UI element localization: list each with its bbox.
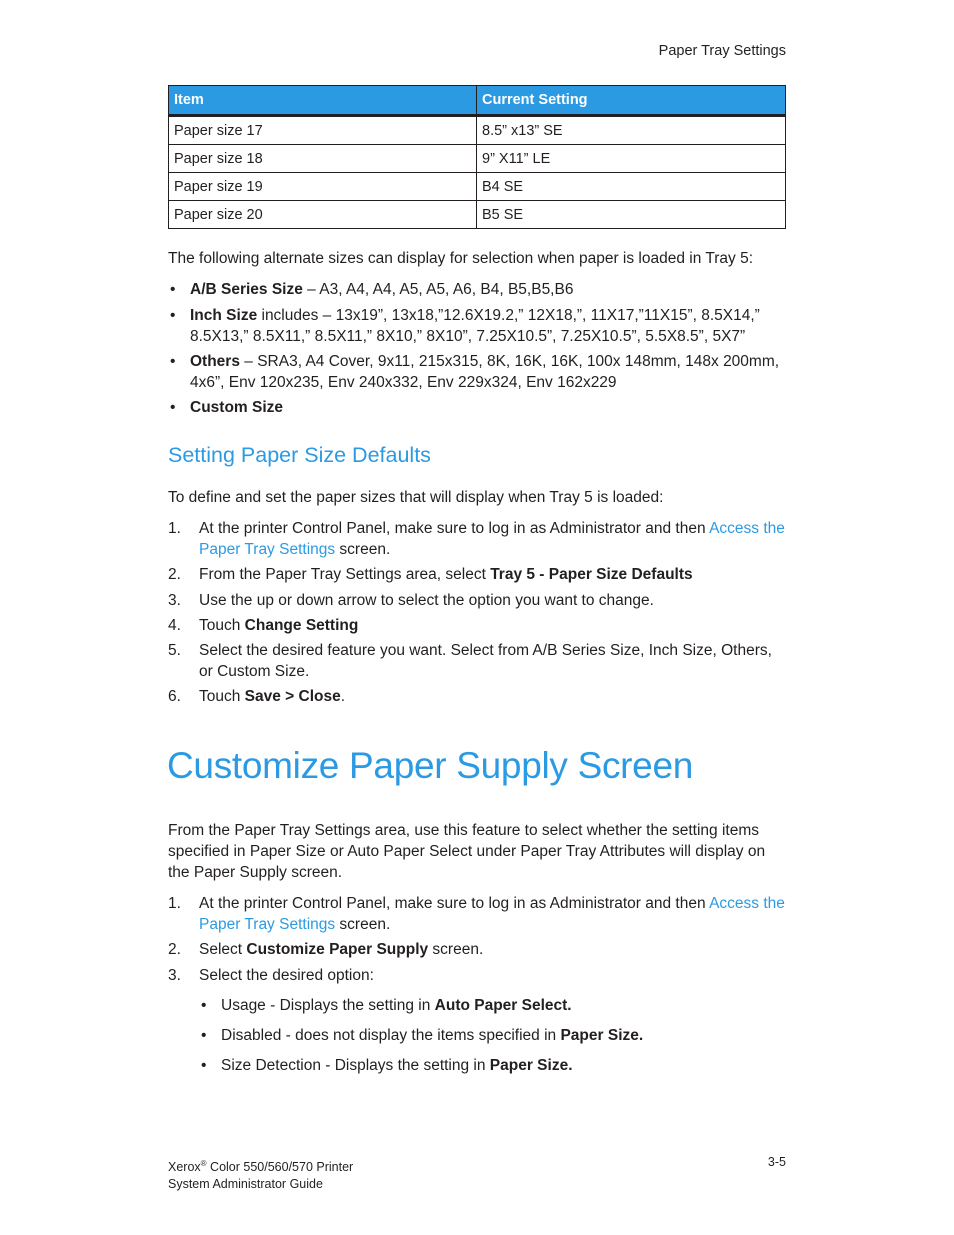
access-paper-tray-settings-link[interactable]: Access the Paper Tray Settings (199, 520, 785, 558)
list-item-label: A/B Series Size (190, 281, 303, 298)
step-item (168, 686, 788, 707)
table-cell-setting: 8.5” x13” SE (477, 116, 786, 145)
access-paper-tray-settings-link[interactable]: Access the Paper Tray Settings (199, 895, 785, 933)
step-text-post: screen. (428, 941, 484, 958)
step-bold: Save > Close (244, 688, 341, 705)
customize-steps (168, 893, 788, 986)
step-item (168, 518, 788, 560)
option-bold: Paper Size. (560, 1027, 644, 1044)
step-number: 4. (168, 617, 181, 634)
table-row (169, 173, 786, 201)
step-number: 2. (168, 566, 181, 583)
table-cell-setting: B5 SE (477, 201, 786, 229)
customize-options (199, 995, 789, 1076)
customize-intro: From the Paper Tray Settings area, use this feature to select whether the setting items specified in Paper Size or Auto Paper Select under Paper Tray Attributes will display on the Paper Supply screen. (168, 822, 766, 881)
option-bold: Paper Size. (489, 1057, 573, 1074)
bullet-icon: • (170, 399, 176, 416)
footer-product-name: Color 550/560/570 Printer (206, 1160, 354, 1175)
step-item (168, 640, 788, 682)
paper-size-table (168, 85, 786, 229)
list-item-label: Inch Size (190, 307, 258, 324)
table-cell-item: Paper size 17 (169, 116, 477, 145)
list-item (199, 995, 789, 1016)
list-item (168, 397, 788, 418)
step-text: From the Paper Tray Settings area, select (199, 566, 491, 583)
footer-product-line (168, 1155, 353, 1176)
list-item-text: – SRA3, A4 Cover, 9x11, 215x315, 8K, 16K, 16K, 100x 148mm, 148x 200mm, 4x6”, Env 120x235, Env 240x332, Env 229x324, Env 162x229 (190, 353, 780, 391)
bullet-icon: • (201, 997, 207, 1014)
step-text: Touch (199, 617, 245, 634)
step-text: Touch (199, 688, 245, 705)
list-item (199, 1055, 789, 1076)
footer-product (168, 1155, 353, 1193)
step-item (168, 939, 788, 960)
running-header: Paper Tray Settings (658, 43, 786, 59)
table-cell-setting: B4 SE (477, 173, 786, 201)
step-number: 2. (168, 941, 181, 958)
bullet-icon: • (201, 1027, 207, 1044)
table-row (169, 116, 786, 145)
step-number: 3. (168, 592, 181, 609)
step-bold: Change Setting (244, 617, 359, 634)
column-header-item: Item (169, 86, 477, 116)
list-item (168, 279, 788, 300)
step-item (168, 893, 788, 935)
footer-guide: System Administrator Guide (168, 1177, 323, 1192)
list-item (168, 351, 788, 393)
option-text: Disabled - does not display the items specified in (221, 1027, 561, 1044)
footer-brand: Xerox (168, 1160, 201, 1175)
step-item (168, 590, 788, 611)
list-item-label: Custom Size (190, 399, 284, 416)
step-text-post: screen. (335, 541, 391, 558)
step-text: At the printer Control Panel, make sure to log in as Administrator and then (199, 520, 710, 537)
list-item-text: – A3, A4, A4, A5, A5, A6, B4, B5,B5,B6 (302, 281, 574, 298)
step-bold: Tray 5 - Paper Size Defaults (490, 566, 693, 583)
step-number: 6. (168, 688, 181, 705)
option-text: Usage - Displays the setting in (221, 997, 435, 1014)
step-text: Select (199, 941, 247, 958)
alt-sizes-list (168, 279, 788, 418)
step-text: Select the desired feature you want. Select from A/B Series Size, Inch Size, Others, or Custom Size. (199, 642, 772, 680)
step-text: Select the desired option: (199, 967, 374, 984)
option-bold: Auto Paper Select. (434, 997, 572, 1014)
step-text-post: . (340, 688, 346, 705)
step-item (168, 564, 788, 585)
table-cell-item: Paper size 20 (169, 201, 477, 229)
step-number: 1. (168, 520, 181, 537)
step-bold: Customize Paper Supply (246, 941, 429, 958)
step-text: At the printer Control Panel, make sure to log in as Administrator and then (199, 895, 710, 912)
bullet-icon: • (170, 281, 176, 298)
list-item-text: includes – 13x19”, 13x18,”12.6X19.2,” 12X18,”, 11X17,”11X15”, 8.5X14,” 8.5X13,” 8.5X11,” 8.5X11,” 8X10,” 8X10”, 7.25X10.5”, 7.25X10.5”, 5.5X8.5”, 5X7” (190, 307, 760, 345)
chapter-heading-customize: Customize Paper Supply Screen (167, 745, 694, 786)
bullet-icon: • (201, 1057, 207, 1074)
page-number: 3-5 (767, 1155, 786, 1169)
alt-sizes-intro: The following alternate sizes can display for selection when paper is loaded in Tray 5: (168, 250, 754, 267)
table-cell-item: Paper size 19 (169, 173, 477, 201)
defaults-intro: To define and set the paper sizes that will display when Tray 5 is loaded: (168, 489, 664, 506)
step-text: Use the up or down arrow to select the option you want to change. (199, 592, 654, 609)
table-cell-setting: 9” X11” LE (477, 145, 786, 173)
table-row (169, 145, 786, 173)
step-number: 5. (168, 642, 181, 659)
list-item-label: Others (190, 353, 240, 370)
registered-mark: ® (200, 1159, 207, 1168)
step-number: 3. (168, 967, 181, 984)
bullet-icon: • (170, 307, 176, 324)
list-item (199, 1025, 789, 1046)
bullet-icon: • (170, 353, 176, 370)
column-header-current-setting: Current Setting (477, 86, 786, 116)
defaults-steps (168, 518, 788, 707)
table-cell-item: Paper size 18 (169, 145, 477, 173)
step-item (168, 965, 788, 986)
list-item (168, 305, 788, 347)
table-header-row (169, 86, 786, 116)
section-heading-defaults: Setting Paper Size Defaults (168, 443, 431, 467)
step-item (168, 615, 788, 636)
step-number: 1. (168, 895, 181, 912)
table-row (169, 201, 786, 229)
step-text-post: screen. (335, 916, 391, 933)
option-text: Size Detection - Displays the setting in (221, 1057, 490, 1074)
